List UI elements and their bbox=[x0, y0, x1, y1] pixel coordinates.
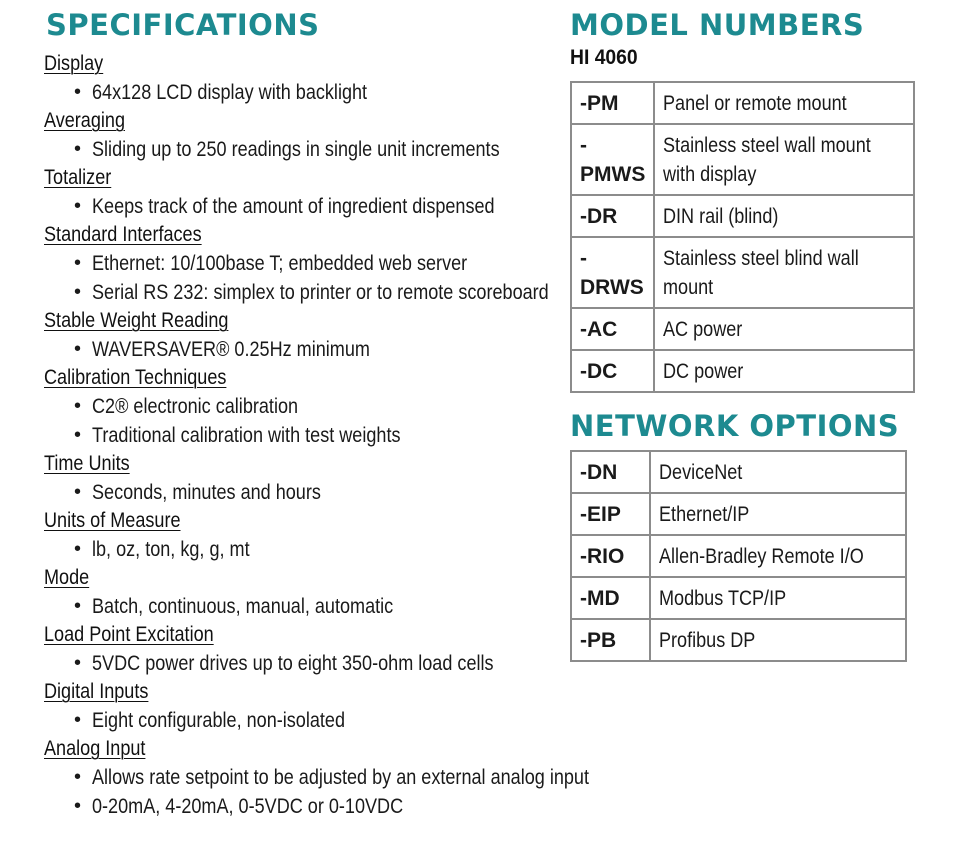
network-options-title: NETWORK OPTIONS bbox=[570, 409, 900, 443]
spec-item-text: Allows rate setpoint to be adjusted by an external analog input bbox=[92, 766, 589, 789]
bullet-icon: • bbox=[74, 795, 82, 817]
spec-item bbox=[44, 706, 564, 735]
specifications-list bbox=[44, 50, 589, 821]
spec-item-text: C2® electronic calibration bbox=[92, 395, 299, 418]
option-description bbox=[650, 619, 906, 661]
spec-heading: Calibration Techniques bbox=[44, 366, 227, 389]
spec-item-text: Eight configurable, non-isolated bbox=[92, 709, 346, 732]
network-option-row bbox=[571, 619, 906, 661]
option-description-line: Profibus DP bbox=[658, 629, 756, 652]
bullet-icon: • bbox=[74, 338, 82, 360]
model-number-row bbox=[571, 195, 914, 237]
option-description bbox=[654, 350, 914, 392]
option-description-line: Stainless steel blind wall bbox=[663, 247, 860, 270]
bullet-icon: • bbox=[74, 281, 82, 303]
bullet-icon: • bbox=[74, 395, 82, 417]
option-code: -DR bbox=[571, 195, 654, 237]
option-description-line: Ethernet/IP bbox=[658, 503, 750, 526]
option-description-line: mount bbox=[663, 276, 714, 299]
spec-heading: Display bbox=[44, 52, 104, 75]
option-description bbox=[654, 195, 914, 237]
spec-heading: Load Point Excitation bbox=[44, 623, 214, 646]
spec-item-text: Sliding up to 250 readings in single unit increments bbox=[92, 138, 500, 161]
option-code: -EIP bbox=[571, 493, 650, 535]
bullet-icon: • bbox=[74, 481, 82, 503]
option-description bbox=[654, 308, 914, 350]
network-option-row bbox=[571, 451, 906, 493]
spec-item bbox=[44, 478, 564, 507]
spec-item bbox=[44, 535, 564, 564]
bullet-icon: • bbox=[74, 195, 82, 217]
option-code: -DC bbox=[571, 350, 654, 392]
model-number-row bbox=[571, 350, 914, 392]
model-number-row bbox=[571, 82, 914, 124]
spec-heading: Mode bbox=[44, 566, 90, 589]
option-code: -PMWS bbox=[571, 124, 654, 195]
spec-item bbox=[44, 792, 564, 821]
spec-item-text: 0-20mA, 4-20mA, 0-5VDC or 0-10VDC bbox=[92, 795, 404, 818]
spec-heading: Standard Interfaces bbox=[44, 223, 202, 246]
option-description bbox=[654, 237, 914, 308]
option-code: -RIO bbox=[571, 535, 650, 577]
model-numbers-title: MODEL NUMBERS bbox=[570, 8, 865, 42]
spec-heading: Units of Measure bbox=[44, 509, 181, 532]
model-numbers-table bbox=[570, 81, 915, 393]
spec-heading: Time Units bbox=[44, 452, 130, 475]
model-number-row bbox=[571, 237, 914, 308]
bullet-icon: • bbox=[74, 538, 82, 560]
option-code: -AC bbox=[571, 308, 654, 350]
spec-item bbox=[44, 335, 564, 364]
spec-item bbox=[44, 421, 564, 450]
spec-item-text: lb, oz, ton, kg, g, mt bbox=[92, 538, 250, 561]
spec-item bbox=[44, 649, 564, 678]
network-option-row bbox=[571, 577, 906, 619]
model-number-row bbox=[571, 308, 914, 350]
option-description bbox=[654, 124, 914, 195]
spec-item-text: 5VDC power drives up to eight 350-ohm load cells bbox=[92, 652, 494, 675]
bullet-icon: • bbox=[74, 766, 82, 788]
option-description-line: Allen-Bradley Remote I/O bbox=[658, 545, 864, 568]
spec-item bbox=[44, 278, 564, 307]
spec-heading: Stable Weight Reading bbox=[44, 309, 229, 332]
bullet-icon: • bbox=[74, 652, 82, 674]
spec-heading: Averaging bbox=[44, 109, 126, 132]
bullet-icon: • bbox=[74, 138, 82, 160]
spec-item-text: Seconds, minutes and hours bbox=[92, 481, 321, 504]
option-description bbox=[650, 577, 906, 619]
option-code: -PM bbox=[571, 82, 654, 124]
spec-item bbox=[44, 392, 564, 421]
spec-item-text: Keeps track of the amount of ingredient dispensed bbox=[92, 195, 495, 218]
option-description-line: Modbus TCP/IP bbox=[658, 587, 787, 610]
option-description-line: DIN rail (blind) bbox=[663, 205, 779, 228]
option-description-line: AC power bbox=[663, 318, 743, 341]
spec-heading: Digital Inputs bbox=[44, 680, 149, 703]
model-number-row bbox=[571, 124, 914, 195]
option-description-line: with display bbox=[663, 163, 757, 186]
spec-item-text: 64x128 LCD display with backlight bbox=[92, 81, 368, 104]
option-code: -DN bbox=[571, 451, 650, 493]
option-code: -DRWS bbox=[571, 237, 654, 308]
option-description bbox=[650, 451, 906, 493]
option-description-line: Panel or remote mount bbox=[663, 92, 848, 115]
bullet-icon: • bbox=[74, 424, 82, 446]
option-description-line: DC power bbox=[663, 360, 744, 383]
option-code: -MD bbox=[571, 577, 650, 619]
bullet-icon: • bbox=[74, 81, 82, 103]
network-option-row bbox=[571, 493, 906, 535]
spec-heading: Analog Input bbox=[44, 737, 146, 760]
spec-item-text: WAVERSAVER® 0.25Hz minimum bbox=[92, 338, 370, 361]
spec-item-text: Batch, continuous, manual, automatic bbox=[92, 595, 394, 618]
spec-item-text: Traditional calibration with test weights bbox=[92, 424, 401, 447]
bullet-icon: • bbox=[74, 252, 82, 274]
spec-item bbox=[44, 763, 589, 792]
network-options-table bbox=[570, 450, 907, 662]
specifications-title: SPECIFICATIONS bbox=[46, 8, 320, 42]
spec-item bbox=[44, 192, 564, 221]
spec-item-text: Ethernet: 10/100base T; embedded web server bbox=[92, 252, 468, 275]
option-description bbox=[654, 82, 914, 124]
base-model-number: HI 4060 bbox=[570, 46, 638, 69]
spec-item bbox=[44, 135, 564, 164]
spec-item-text: Serial RS 232: simplex to printer or to remote scoreboard bbox=[92, 281, 549, 304]
option-description-line: DeviceNet bbox=[658, 461, 743, 484]
option-code: -PB bbox=[571, 619, 650, 661]
option-description bbox=[650, 493, 906, 535]
spec-item bbox=[44, 249, 564, 278]
spec-item bbox=[44, 592, 564, 621]
spec-item bbox=[44, 78, 564, 107]
option-description bbox=[650, 535, 906, 577]
bullet-icon: • bbox=[74, 709, 82, 731]
bullet-icon: • bbox=[74, 595, 82, 617]
network-option-row bbox=[571, 535, 906, 577]
spec-heading: Totalizer bbox=[44, 166, 112, 189]
option-description-line: Stainless steel wall mount bbox=[663, 134, 872, 157]
